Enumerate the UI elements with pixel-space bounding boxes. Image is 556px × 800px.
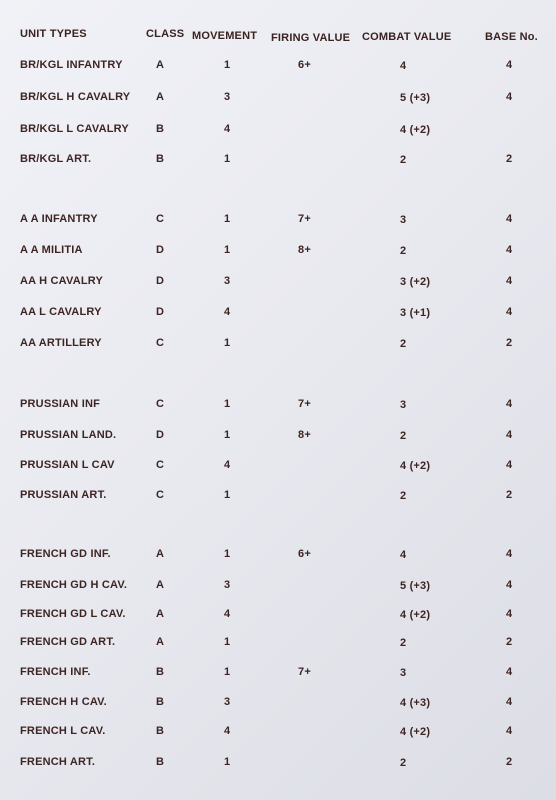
- unit-name: PRUSSIAN LAND.: [20, 429, 117, 441]
- base-no-value: 4: [506, 666, 513, 678]
- combat-value: 4: [400, 60, 407, 72]
- base-no-value: 2: [506, 756, 513, 768]
- movement-value: 4: [224, 123, 231, 135]
- unit-class: D: [156, 306, 165, 318]
- base-no-value: 4: [506, 429, 513, 441]
- combat-value: 5 (+3): [400, 580, 431, 592]
- firing-value: 8+: [298, 244, 311, 256]
- movement-value: 4: [224, 306, 231, 318]
- combat-value: 3 (+2): [400, 276, 431, 288]
- unit-class: B: [156, 725, 165, 737]
- combat-value: 3: [400, 399, 407, 411]
- unit-name: AA H CAVALRY: [20, 275, 104, 287]
- combat-value: 5 (+3): [400, 92, 431, 104]
- unit-class: B: [156, 666, 165, 678]
- firing-value: 6+: [298, 59, 311, 71]
- base-no-value: 2: [506, 636, 513, 648]
- unit-class: C: [156, 337, 165, 349]
- movement-value: 3: [224, 696, 231, 708]
- base-no-value: 4: [506, 579, 513, 591]
- movement-value: 3: [224, 91, 231, 103]
- unit-class: B: [156, 153, 165, 165]
- unit-class: D: [156, 429, 165, 441]
- header-combat-value: COMBAT VALUE: [362, 31, 452, 43]
- header-movement: MOVEMENT: [192, 30, 258, 42]
- unit-class: A: [156, 579, 165, 591]
- movement-value: 3: [224, 579, 231, 591]
- base-no-value: 2: [506, 489, 513, 501]
- movement-value: 1: [224, 213, 231, 225]
- unit-class: A: [156, 59, 165, 71]
- movement-value: 1: [224, 666, 231, 678]
- movement-value: 1: [224, 489, 231, 501]
- unit-class: B: [156, 123, 165, 135]
- combat-value: 4 (+2): [400, 609, 431, 621]
- base-no-value: 4: [506, 306, 513, 318]
- combat-value: 2: [400, 154, 407, 166]
- unit-class: C: [156, 213, 165, 225]
- combat-value: 4 (+2): [400, 460, 431, 472]
- header-class: CLASS: [146, 28, 185, 40]
- base-no-value: 4: [506, 59, 513, 71]
- firing-value: 7+: [298, 213, 311, 225]
- unit-class: A: [156, 636, 165, 648]
- unit-class: C: [156, 398, 165, 410]
- combat-value: 3: [400, 214, 407, 226]
- base-no-value: 4: [506, 459, 513, 471]
- combat-value: 2: [400, 245, 407, 257]
- base-no-value: 4: [506, 91, 513, 103]
- unit-class: B: [156, 756, 165, 768]
- unit-class: C: [156, 459, 165, 471]
- unit-name: BR/KGL H CAVALRY: [20, 91, 131, 103]
- base-no-value: 4: [506, 548, 513, 560]
- unit-name: FRENCH H CAV.: [20, 696, 107, 708]
- movement-value: 1: [224, 429, 231, 441]
- combat-value: 2: [400, 637, 407, 649]
- unit-name: PRUSSIAN INF: [20, 398, 101, 410]
- header-firing-value: FIRING VALUE: [271, 32, 351, 44]
- movement-value: 1: [224, 337, 231, 349]
- combat-value: 4 (+3): [400, 697, 431, 709]
- movement-value: 3: [224, 275, 231, 287]
- unit-class: A: [156, 91, 165, 103]
- header-base-no: BASE No.: [485, 31, 538, 43]
- base-no-value: 2: [506, 153, 513, 165]
- unit-name: AA ARTILLERY: [20, 337, 102, 349]
- unit-name: FRENCH GD ART.: [20, 636, 116, 648]
- header-unit-types: UNIT TYPES: [20, 28, 87, 40]
- base-no-value: 4: [506, 608, 513, 620]
- combat-value: 3 (+1): [400, 307, 431, 319]
- firing-value: 8+: [298, 429, 311, 441]
- unit-name: FRENCH GD INF.: [20, 548, 111, 560]
- unit-name: FRENCH INF.: [20, 666, 91, 678]
- base-no-value: 4: [506, 398, 513, 410]
- unit-name: PRUSSIAN L CAV: [20, 459, 115, 471]
- unit-name: BR/KGL INFANTRY: [20, 59, 123, 71]
- unit-name: FRENCH GD H CAV.: [20, 579, 128, 591]
- unit-class: B: [156, 696, 165, 708]
- firing-value: 6+: [298, 548, 311, 560]
- movement-value: 1: [224, 153, 231, 165]
- movement-value: 1: [224, 548, 231, 560]
- movement-value: 4: [224, 459, 231, 471]
- movement-value: 4: [224, 608, 231, 620]
- movement-value: 1: [224, 398, 231, 410]
- unit-class: C: [156, 489, 165, 501]
- unit-class: D: [156, 244, 165, 256]
- firing-value: 7+: [298, 398, 311, 410]
- firing-value: 7+: [298, 666, 311, 678]
- base-no-value: 4: [506, 275, 513, 287]
- unit-class: A: [156, 608, 165, 620]
- unit-name: PRUSSIAN ART.: [20, 489, 107, 501]
- movement-value: 1: [224, 244, 231, 256]
- base-no-value: 4: [506, 244, 513, 256]
- unit-class: D: [156, 275, 165, 287]
- combat-value: 4 (+2): [400, 726, 431, 738]
- movement-value: 1: [224, 756, 231, 768]
- combat-value: 2: [400, 757, 407, 769]
- base-no-value: 4: [506, 213, 513, 225]
- movement-value: 1: [224, 59, 231, 71]
- movement-value: 1: [224, 636, 231, 648]
- unit-name: AA L CAVALRY: [20, 306, 102, 318]
- combat-value: 4: [400, 549, 407, 561]
- unit-name: BR/KGL ART.: [20, 153, 92, 165]
- base-no-value: 4: [506, 696, 513, 708]
- unit-name: BR/KGL L CAVALRY: [20, 123, 129, 135]
- base-no-value: 4: [506, 725, 513, 737]
- unit-name: FRENCH ART.: [20, 756, 96, 768]
- combat-value: 2: [400, 430, 407, 442]
- combat-value: 2: [400, 490, 407, 502]
- unit-name: A A INFANTRY: [20, 213, 98, 225]
- unit-class: A: [156, 548, 165, 560]
- combat-value: 4 (+2): [400, 124, 431, 136]
- combat-value: 3: [400, 667, 407, 679]
- unit-name: A A MILITIA: [20, 244, 83, 256]
- unit-name: FRENCH L CAV.: [20, 725, 106, 737]
- combat-value: 2: [400, 338, 407, 350]
- unit-name: FRENCH GD L CAV.: [20, 608, 126, 620]
- base-no-value: 2: [506, 337, 513, 349]
- movement-value: 4: [224, 725, 231, 737]
